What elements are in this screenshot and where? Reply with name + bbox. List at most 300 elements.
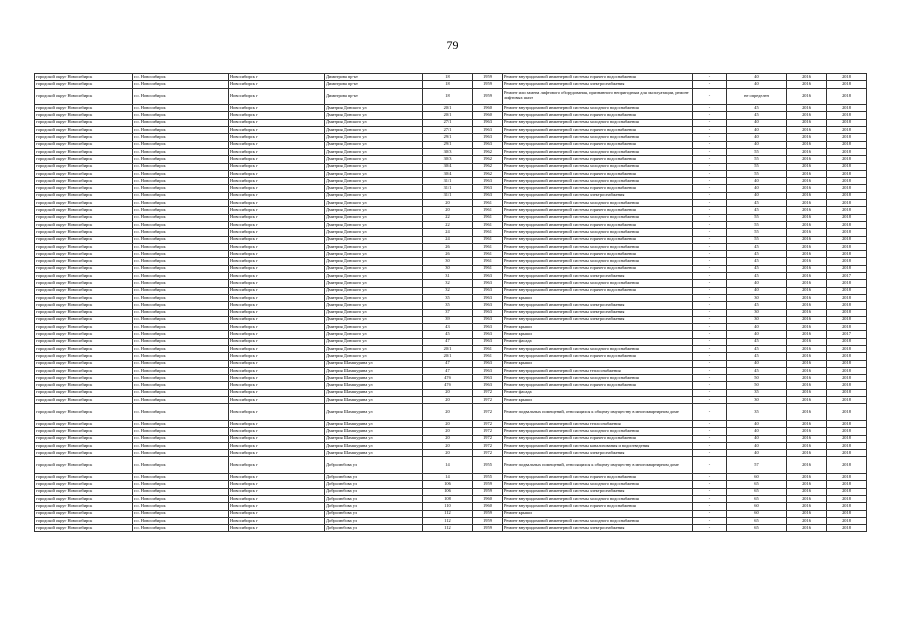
cell-municipality: городской округ Новосибирск — [35, 428, 133, 435]
cell-house-number: 35 — [423, 302, 473, 309]
cell-build-year: 1963 — [473, 273, 503, 280]
cell-work-type: Ремонт внутридомовой инженерной системы горячего водоснабжения — [503, 503, 693, 510]
cell-work-type: Ремонт внутридомовой инженерной системы электроснабжения — [503, 316, 693, 323]
cell-duration: 55 — [727, 221, 787, 228]
table-row — [35, 316, 867, 323]
cell-settlement: Новосибирск г — [229, 442, 325, 449]
cell-municipality: городской округ Новосибирск — [35, 273, 133, 280]
cell-street: Добролюбова ул — [325, 495, 423, 502]
cell-year-to: 2018 — [827, 375, 867, 382]
cell-settlement: Новосибирск г — [229, 367, 325, 374]
table-row — [35, 178, 867, 185]
table-row — [35, 141, 867, 148]
cell-build-year: 1972 — [473, 397, 503, 404]
cell-settlement: Новосибирск г — [229, 450, 325, 457]
table-row — [35, 74, 867, 81]
cell-municipality: городской округ Новосибирск — [35, 214, 133, 221]
cell-house-number: 20/1 — [423, 112, 473, 119]
cell-settlement: Новосибирск г — [229, 360, 325, 367]
cell-year-to: 2018 — [827, 517, 867, 524]
cell-build-year: 1960 — [473, 495, 503, 502]
cell-year-from: 2016 — [787, 309, 827, 316]
cell-duration: 40 — [727, 450, 787, 457]
cell-municipality: городской округ Новосибирск — [35, 474, 133, 481]
cell-build-year: 1972 — [473, 442, 503, 449]
cell-year-to: 2018 — [827, 294, 867, 301]
cell-dash: - — [693, 503, 727, 510]
cell-municipality: городской округ Новосибирск — [35, 345, 133, 352]
cell-municipal-entity: г.о. Новосибирск — [133, 265, 229, 272]
cell-municipality: городской округ Новосибирск — [35, 258, 133, 265]
cell-dash: - — [693, 367, 727, 374]
cell-settlement: Новосибирск г — [229, 127, 325, 134]
table-row — [35, 435, 867, 442]
cell-municipality: городской округ Новосибирск — [35, 367, 133, 374]
cell-duration: 45 — [727, 112, 787, 119]
cell-dash: - — [693, 525, 727, 532]
cell-dash: - — [693, 397, 727, 404]
cell-settlement: Новосибирск г — [229, 481, 325, 488]
cell-year-from: 2016 — [787, 81, 827, 88]
cell-municipal-entity: г.о. Новосибирск — [133, 156, 229, 163]
cell-settlement: Новосибирск г — [229, 265, 325, 272]
table-row — [35, 243, 867, 250]
cell-settlement: Новосибирск г — [229, 280, 325, 287]
cell-settlement: Новосибирск г — [229, 316, 325, 323]
cell-year-to: 2018 — [827, 207, 867, 214]
cell-duration: 50 — [727, 382, 787, 389]
cell-street: Дмитрия Донского ул — [325, 280, 423, 287]
table-row — [35, 331, 867, 338]
cell-duration: 30 — [727, 309, 787, 316]
cell-settlement: Новосибирск г — [229, 221, 325, 228]
table-row — [35, 236, 867, 243]
cell-year-to: 2018 — [827, 503, 867, 510]
cell-municipal-entity: г.о. Новосибирск — [133, 353, 229, 360]
cell-work-type: Ремонт внутридомовой инженерной системы электроснабжения — [503, 488, 693, 495]
cell-dash: - — [693, 353, 727, 360]
cell-settlement: Новосибирск г — [229, 88, 325, 105]
table-row — [35, 481, 867, 488]
cell-build-year: 1960 — [473, 503, 503, 510]
cell-year-to: 2018 — [827, 156, 867, 163]
cell-street: Дмитрия Донского ул — [325, 156, 423, 163]
table-row — [35, 207, 867, 214]
cell-municipal-entity: г.о. Новосибирск — [133, 170, 229, 177]
cell-work-type: Ремонт внутридомовой инженерной системы холодного водоснабжения — [503, 345, 693, 352]
cell-build-year: 1961 — [473, 345, 503, 352]
cell-work-type: Ремонт внутридомовой инженерной системы горячего водоснабжения — [503, 353, 693, 360]
cell-street: Дмитрия Донского ул — [325, 148, 423, 155]
cell-municipality: городской округ Новосибирск — [35, 88, 133, 105]
cell-dash: - — [693, 517, 727, 524]
cell-municipal-entity: г.о. Новосибирск — [133, 185, 229, 192]
cell-year-to: 2018 — [827, 338, 867, 345]
cell-year-to: 2018 — [827, 200, 867, 207]
cell-house-number: 31 — [423, 273, 473, 280]
cell-house-number: 29/1 — [423, 134, 473, 141]
cell-municipality: городской округ Новосибирск — [35, 134, 133, 141]
cell-house-number: 29/1 — [423, 141, 473, 148]
cell-house-number: 32 — [423, 287, 473, 294]
cell-dash: - — [693, 156, 727, 163]
cell-work-type: Ремонт внутридомовой инженерной системы горячего водоснабжения — [503, 127, 693, 134]
cell-work-type: Ремонт внутридомовой инженерной системы теплоснабжения — [503, 367, 693, 374]
table-row — [35, 345, 867, 352]
cell-year-from: 2016 — [787, 302, 827, 309]
cell-work-type: Ремонт крыши — [503, 331, 693, 338]
cell-year-to: 2018 — [827, 141, 867, 148]
cell-build-year: 1961 — [473, 221, 503, 228]
cell-dash: - — [693, 163, 727, 170]
cell-street: Дмитрия Донского ул — [325, 236, 423, 243]
cell-build-year: 1959 — [473, 525, 503, 532]
cell-build-year: 1960 — [473, 112, 503, 119]
cell-municipal-entity: г.о. Новосибирск — [133, 316, 229, 323]
cell-dash: - — [693, 457, 727, 474]
cell-year-from: 2016 — [787, 119, 827, 126]
cell-duration: 40 — [727, 442, 787, 449]
cell-dash: - — [693, 481, 727, 488]
cell-street: Дмитрия Шамшурина ул — [325, 420, 423, 427]
cell-municipal-entity: г.о. Новосибирск — [133, 302, 229, 309]
cell-street: Дмитрия Донского ул — [325, 200, 423, 207]
cell-duration: 40 — [727, 331, 787, 338]
cell-year-to: 2018 — [827, 119, 867, 126]
cell-work-type: Ремонт внутридомовой инженерной системы горячего водоснабжения — [503, 287, 693, 294]
cell-municipal-entity: г.о. Новосибирск — [133, 503, 229, 510]
cell-municipal-entity: г.о. Новосибирск — [133, 163, 229, 170]
cell-municipality: городской округ Новосибирск — [35, 200, 133, 207]
cell-street: Дмитрия Донского ул — [325, 221, 423, 228]
cell-duration: 45 — [727, 258, 787, 265]
cell-build-year: 1963 — [473, 309, 503, 316]
cell-build-year: 1963 — [473, 375, 503, 382]
cell-municipality: городской округ Новосибирск — [35, 481, 133, 488]
table-row — [35, 156, 867, 163]
cell-dash: - — [693, 251, 727, 258]
cell-duration: 45 — [727, 345, 787, 352]
cell-year-to: 2018 — [827, 309, 867, 316]
cell-settlement: Новосибирск г — [229, 338, 325, 345]
cell-municipality: городской округ Новосибирск — [35, 287, 133, 294]
cell-year-to: 2018 — [827, 214, 867, 221]
cell-year-to: 2018 — [827, 428, 867, 435]
table-row — [35, 112, 867, 119]
cell-year-to: 2018 — [827, 450, 867, 457]
table-row — [35, 127, 867, 134]
cell-dash: - — [693, 435, 727, 442]
cell-duration: 50 — [727, 375, 787, 382]
cell-settlement: Новосибирск г — [229, 474, 325, 481]
cell-municipality: городской округ Новосибирск — [35, 221, 133, 228]
cell-year-from: 2016 — [787, 185, 827, 192]
table-row — [35, 324, 867, 331]
cell-build-year: 1972 — [473, 435, 503, 442]
cell-duration: 45 — [727, 207, 787, 214]
cell-municipal-entity: г.о. Новосибирск — [133, 273, 229, 280]
cell-year-to: 2018 — [827, 442, 867, 449]
cell-house-number: 30/3 — [423, 156, 473, 163]
cell-street: Добролюбова ул — [325, 503, 423, 510]
cell-settlement: Новосибирск г — [229, 273, 325, 280]
cell-house-number: 20/1 — [423, 345, 473, 352]
cell-street: Дмитрия Донского ул — [325, 229, 423, 236]
cell-build-year: 1961 — [473, 207, 503, 214]
cell-dash: - — [693, 360, 727, 367]
cell-street: Дмитрия Донского ул — [325, 163, 423, 170]
cell-year-to: 2018 — [827, 265, 867, 272]
cell-year-from: 2016 — [787, 294, 827, 301]
cell-duration: 40 — [727, 280, 787, 287]
cell-dash: - — [693, 214, 727, 221]
cell-work-type: Ремонт внутридомовой инженерной системы холодного водоснабжения — [503, 214, 693, 221]
cell-duration: 40 — [727, 119, 787, 126]
cell-settlement: Новосибирск г — [229, 214, 325, 221]
cell-settlement: Новосибирск г — [229, 495, 325, 502]
cell-street: Добролюбова ул — [325, 457, 423, 474]
cell-settlement: Новосибирск г — [229, 517, 325, 524]
cell-year-from: 2016 — [787, 353, 827, 360]
cell-street: Дмитрия Донского ул — [325, 345, 423, 352]
cell-municipality: городской округ Новосибирск — [35, 178, 133, 185]
table-row — [35, 309, 867, 316]
cell-street: Дмитрия Донского ул — [325, 134, 423, 141]
cell-settlement: Новосибирск г — [229, 324, 325, 331]
cell-build-year: 1963 — [473, 280, 503, 287]
cell-duration: 40 — [727, 74, 787, 81]
cell-year-from: 2016 — [787, 389, 827, 396]
cell-duration: 57 — [727, 457, 787, 474]
cell-dash: - — [693, 221, 727, 228]
cell-municipal-entity: г.о. Новосибирск — [133, 141, 229, 148]
cell-settlement: Новосибирск г — [229, 200, 325, 207]
cell-dash: - — [693, 192, 727, 199]
cell-year-to: 2018 — [827, 280, 867, 287]
cell-street: Дмитрия Шамшурина ул — [325, 435, 423, 442]
cell-work-type: Ремонт внутридомовой инженерной системы холодного водоснабжения — [503, 280, 693, 287]
cell-year-from: 2016 — [787, 474, 827, 481]
cell-build-year: 1962 — [473, 170, 503, 177]
cell-municipal-entity: г.о. Новосибирск — [133, 178, 229, 185]
cell-build-year: 1972 — [473, 450, 503, 457]
cell-municipality: городской округ Новосибирск — [35, 74, 133, 81]
cell-municipal-entity: г.о. Новосибирск — [133, 450, 229, 457]
cell-house-number: 45 — [423, 331, 473, 338]
cell-duration: 60 — [727, 503, 787, 510]
cell-work-type: Ремонт внутридомовой инженерной системы холодного водоснабжения — [503, 428, 693, 435]
cell-settlement: Новосибирск г — [229, 81, 325, 88]
cell-municipal-entity: г.о. Новосибирск — [133, 442, 229, 449]
cell-duration: 45 — [727, 200, 787, 207]
table-row — [35, 258, 867, 265]
cell-settlement: Новосибирск г — [229, 185, 325, 192]
cell-dash: - — [693, 404, 727, 421]
cell-municipality: городской округ Новосибирск — [35, 236, 133, 243]
cell-year-to: 2017 — [827, 273, 867, 280]
cell-year-from: 2016 — [787, 156, 827, 163]
cell-build-year: 1963 — [473, 185, 503, 192]
cell-settlement: Новосибирск г — [229, 105, 325, 112]
cell-settlement: Новосибирск г — [229, 134, 325, 141]
cell-year-from: 2016 — [787, 105, 827, 112]
cell-house-number: 20 — [423, 207, 473, 214]
cell-year-to: 2018 — [827, 258, 867, 265]
cell-build-year: 1961 — [473, 243, 503, 250]
cell-municipal-entity: г.о. Новосибирск — [133, 420, 229, 427]
cell-year-to: 2018 — [827, 510, 867, 517]
cell-year-from: 2016 — [787, 488, 827, 495]
cell-build-year: 1963 — [473, 192, 503, 199]
cell-build-year: 1962 — [473, 156, 503, 163]
cell-work-type: Ремонт внутридомовой инженерной системы электроснабжения — [503, 81, 693, 88]
cell-street: Дмитрия Шамшурина ул — [325, 367, 423, 374]
cell-dash: - — [693, 345, 727, 352]
table-row — [35, 517, 867, 524]
cell-dash: - — [693, 420, 727, 427]
cell-year-from: 2016 — [787, 112, 827, 119]
cell-settlement: Новосибирск г — [229, 404, 325, 421]
cell-settlement: Новосибирск г — [229, 192, 325, 199]
cell-dash: - — [693, 389, 727, 396]
cell-settlement: Новосибирск г — [229, 141, 325, 148]
cell-dash: - — [693, 207, 727, 214]
cell-build-year: 1963 — [473, 382, 503, 389]
cell-dash: - — [693, 294, 727, 301]
cell-year-from: 2016 — [787, 316, 827, 323]
cell-settlement: Новосибирск г — [229, 156, 325, 163]
cell-municipal-entity: г.о. Новосибирск — [133, 200, 229, 207]
cell-municipality: городской округ Новосибирск — [35, 148, 133, 155]
cell-year-from: 2016 — [787, 229, 827, 236]
table-row — [35, 338, 867, 345]
cell-settlement: Новосибирск г — [229, 309, 325, 316]
cell-house-number: 18 — [423, 88, 473, 105]
cell-street: Дмитрия Шамшурина ул — [325, 404, 423, 421]
cell-year-to: 2018 — [827, 367, 867, 374]
cell-build-year: 1959 — [473, 488, 503, 495]
cell-municipality: городской округ Новосибирск — [35, 316, 133, 323]
cell-duration: 40 — [727, 428, 787, 435]
cell-build-year: 1959 — [473, 510, 503, 517]
cell-build-year: 1963 — [473, 127, 503, 134]
cell-year-from: 2016 — [787, 74, 827, 81]
cell-work-type: Ремонт внутридомовой инженерной системы электроснабжения — [503, 192, 693, 199]
cell-municipality: городской округ Новосибирск — [35, 294, 133, 301]
cell-dash: - — [693, 148, 727, 155]
cell-build-year: 1963 — [473, 141, 503, 148]
cell-work-type: Ремонт внутридомовой инженерной системы холодного водоснабжения — [503, 148, 693, 155]
cell-build-year: 1961 — [473, 258, 503, 265]
cell-house-number: 26 — [423, 243, 473, 250]
cell-municipality: городской округ Новосибирск — [35, 309, 133, 316]
cell-house-number: 18 — [423, 74, 473, 81]
cell-settlement: Новосибирск г — [229, 488, 325, 495]
table-row — [35, 200, 867, 207]
cell-street: Дмитрия Донского ул — [325, 178, 423, 185]
cell-build-year: 1963 — [473, 367, 503, 374]
cell-house-number: 31/1 — [423, 178, 473, 185]
cell-year-to: 2018 — [827, 420, 867, 427]
cell-duration: 55 — [727, 156, 787, 163]
cell-duration: 65 — [727, 481, 787, 488]
cell-dash: - — [693, 450, 727, 457]
cell-municipal-entity: г.о. Новосибирск — [133, 258, 229, 265]
cell-dash: - — [693, 170, 727, 177]
cell-settlement: Новосибирск г — [229, 503, 325, 510]
cell-house-number: 24 — [423, 236, 473, 243]
cell-municipality: городской округ Новосибирск — [35, 389, 133, 396]
cell-municipality: городской округ Новосибирск — [35, 442, 133, 449]
table-row — [35, 273, 867, 280]
cell-street: Дмитрия Донского ул — [325, 119, 423, 126]
cell-settlement: Новосибирск г — [229, 243, 325, 250]
cell-settlement: Новосибирск г — [229, 457, 325, 474]
cell-work-type: Ремонт или замена лифтового оборудования, признанного непригодным для эксплуатации, ремонт лифтовых шахт — [503, 88, 693, 105]
cell-duration: 45 — [727, 367, 787, 374]
cell-work-type: Ремонт внутридомовой инженерной системы электроснабжения — [503, 309, 693, 316]
cell-municipality: городской округ Новосибирск — [35, 280, 133, 287]
cell-year-from: 2016 — [787, 148, 827, 155]
cell-work-type: Ремонт внутридомовой инженерной системы холодного водоснабжения — [503, 178, 693, 185]
cell-duration: 40 — [727, 360, 787, 367]
cell-settlement: Новосибирск г — [229, 525, 325, 532]
cell-house-number: 18 — [423, 81, 473, 88]
table-row — [35, 185, 867, 192]
cell-house-number: 35 — [423, 294, 473, 301]
cell-duration: 60 — [727, 474, 787, 481]
cell-municipal-entity: г.о. Новосибирск — [133, 309, 229, 316]
cell-municipal-entity: г.о. Новосибирск — [133, 112, 229, 119]
cell-year-from: 2016 — [787, 450, 827, 457]
cell-street: Дмитрия Донского ул — [325, 170, 423, 177]
cell-build-year: 1959 — [473, 81, 503, 88]
cell-municipal-entity: г.о. Новосибирск — [133, 367, 229, 374]
cell-year-from: 2016 — [787, 163, 827, 170]
cell-year-from: 2016 — [787, 273, 827, 280]
cell-street: Дмитрия Донского ул — [325, 294, 423, 301]
table-row — [35, 428, 867, 435]
cell-work-type: Ремонт внутридомовой инженерной системы электроснабжения — [503, 525, 693, 532]
cell-year-to: 2018 — [827, 221, 867, 228]
cell-year-to: 2018 — [827, 134, 867, 141]
cell-municipal-entity: г.о. Новосибирск — [133, 338, 229, 345]
cell-duration: 65 — [727, 517, 787, 524]
cell-municipality: городской округ Новосибирск — [35, 243, 133, 250]
cell-house-number: 27/1 — [423, 119, 473, 126]
table-row — [35, 251, 867, 258]
cell-settlement: Новосибирск г — [229, 428, 325, 435]
cell-year-from: 2016 — [787, 442, 827, 449]
cell-duration: 45 — [727, 273, 787, 280]
cell-build-year: 1961 — [473, 229, 503, 236]
cell-house-number: 20 — [423, 200, 473, 207]
cell-build-year: 1963 — [473, 360, 503, 367]
cell-street: Дмитрия Донского ул — [325, 302, 423, 309]
table-row — [35, 495, 867, 502]
cell-municipal-entity: г.о. Новосибирск — [133, 389, 229, 396]
cell-work-type: Ремонт внутридомовой инженерной системы холодного водоснабжения — [503, 200, 693, 207]
cell-year-to: 2018 — [827, 457, 867, 474]
cell-municipality: городской округ Новосибирск — [35, 127, 133, 134]
cell-dash: - — [693, 236, 727, 243]
cell-build-year: 1955 — [473, 457, 503, 474]
cell-year-from: 2016 — [787, 360, 827, 367]
cell-year-to: 2018 — [827, 488, 867, 495]
table-row — [35, 81, 867, 88]
table-row — [35, 488, 867, 495]
cell-dash: - — [693, 229, 727, 236]
